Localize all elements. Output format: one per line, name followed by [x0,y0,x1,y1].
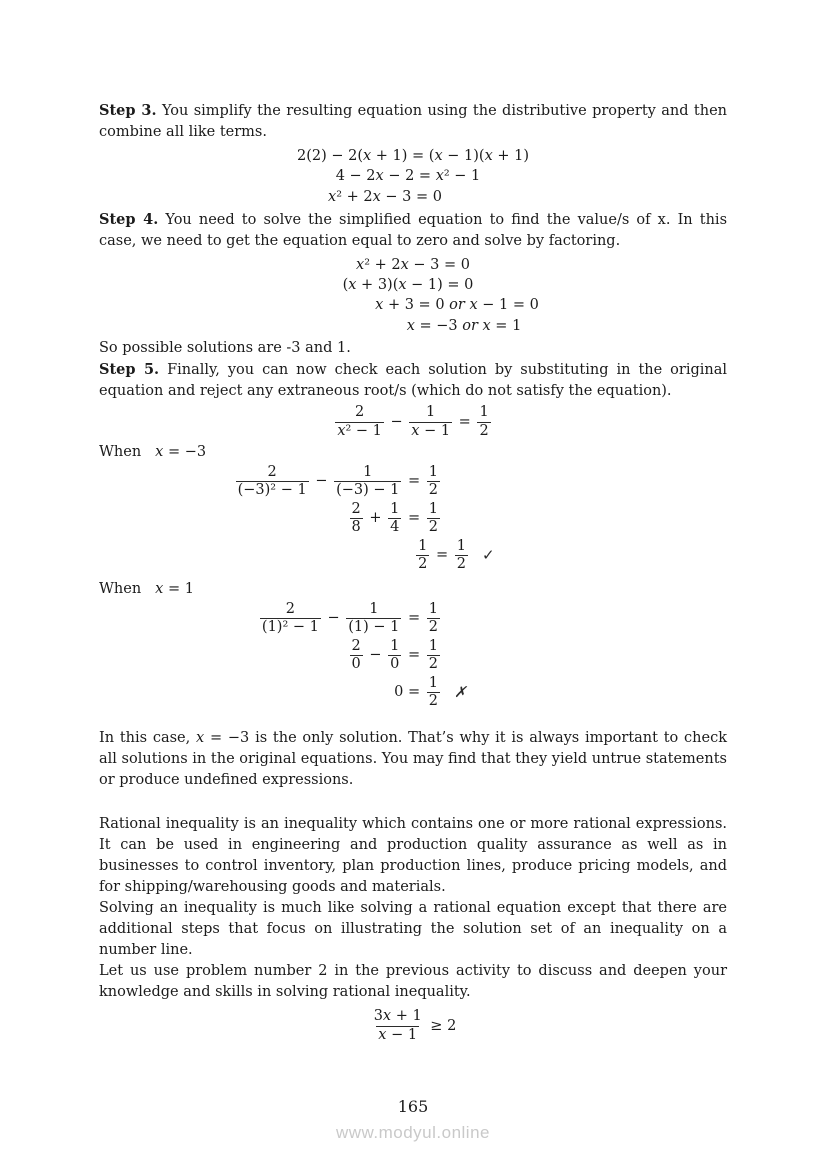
equation-line: x² + 2x − 3 = 0 [356,256,470,273]
check-pos1-block [99,600,727,711]
equation-row [99,295,727,315]
equation-line: $\frac{2}{0}$ − $\frac{1}{0}$ = $\frac{1}{2}$ [351,637,438,673]
conclusion-pre: In this case, [99,730,197,747]
page-content [99,0,727,1049]
equation-row [99,255,727,275]
conclusion-math: x = −3 [196,730,250,747]
cross-icon: ✗ [454,683,467,702]
equation-line: x² + 2x − 3 = 0 [328,188,442,205]
equation-line: 2(2) − 2(x + 1) = (x − 1)(x + 1) [296,148,530,164]
equation-line: 0 = $\frac{1}{2}$ [394,674,438,710]
equation-line: x + 3 = 0 or x − 1 = 0 [375,297,539,314]
equation-row [99,187,727,207]
conclusion-post: is the only solution. That’s why it is always important to check all solutions in the original equations. You may find that they yield untrue statements or produce undefined expressions. [99,730,728,789]
step4-paragraph [99,209,727,252]
check-line [99,637,727,674]
equation-line: $\frac{2}{8}$ + $\frac{1}{4}$ = $\frac{1}{2}$ [351,500,438,536]
equation-row [99,275,727,295]
check-line [99,674,727,711]
step4-equations [99,255,727,336]
step5-text: Finally, you can now check each solution by substituting in the original equation and reject any extraneous root/s (which do not satisfy the equation). [99,362,728,400]
equation-line: (x + 3)(x − 1) = 0 [342,277,474,294]
check-line [99,463,727,500]
when-neg3-line [99,442,727,463]
checkmark-icon: ✓ [482,546,495,565]
check-neg3-block [99,463,727,574]
when-label: When [99,444,142,461]
when-math: x = −3 [155,444,207,461]
when-math: x = 1 [155,581,194,598]
equation-line: x = −3 or x = 1 [406,317,522,334]
step3-text: You simplify the resulting equation using the distributive property and then combine all like terms. [99,103,728,140]
when-pos1-line [99,579,727,600]
solutions-note: So possible solutions are -3 and 1. [99,340,351,357]
when-label: When [99,581,142,598]
equation-line: 4 − 2x − 2 = x² − 1 [335,168,481,185]
watermark-url: www.modyul.online [335,1123,490,1142]
equation-line: $\frac{1}{2}$ = $\frac{1}{2}$ [418,537,466,573]
equation-row [99,166,727,186]
check-line [99,500,727,537]
step4-text: You need to solve the simplified equation to find the value/s of x. In this case, we need to get the equation equal to zero and solve by factoring. [99,211,728,249]
rational-inequality-paragraph-2: Solving an inequality is much like solving a rational equation except that there are additional steps that focus on illustrating the solution set of an inequality on a number line. [99,900,727,959]
equation-row [99,316,727,336]
equation-line: $\frac{2}{\text{(1)² − 1}}$ − $\frac{1}{(1) - 1}$ = $\frac{1}{2}$ [261,600,438,636]
step3-paragraph [99,100,727,143]
equation-line: $\frac{2}{\text{(−3)² − 1}}$ − $\frac{1}{(-3) - 1}$ = $\frac{1}{2}$ [237,463,438,499]
rational-inequality-paragraph-3: Let us use problem number 2 in the previous activity to discuss and deepen your knowledge and skills in solving rational inequality. [99,963,727,1001]
check-line [99,537,727,574]
step5-paragraph [99,359,727,402]
check-line [99,600,727,637]
rational-inequality-paragraph-1: Rational inequality is an inequality which contains one or more rational expressions. It can be used in engineering and production quality assurance as well as in businesses to control inventory, plan production lines, produce pricing models, and for shipping/warehousing goods and materials. [99,816,727,896]
page-number: 165 [397,1097,429,1116]
final-inequality: $\frac{3x + 1}{x - 1}$ ≥ 2 [373,1008,457,1043]
step5-label: Step 5. [99,361,160,379]
step5-equation: $\frac{2}{\text{x² − 1}}$ − $\frac{1}{x - 1}$ = $\frac{1}{2}$ [337,404,489,439]
step3-label: Step 3. [99,102,157,119]
step4-label: Step 4. [99,210,159,228]
step3-equations [99,146,727,207]
conclusion-paragraph [99,728,727,791]
equation-row [99,146,727,166]
